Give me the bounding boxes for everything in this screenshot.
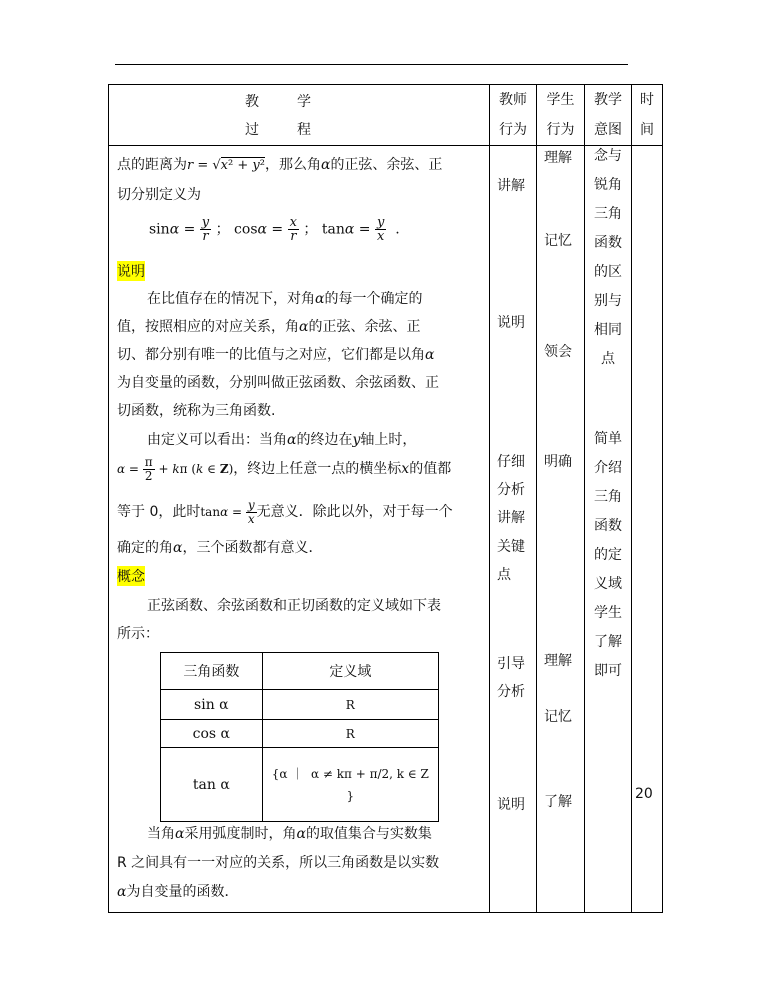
header-teaching-process [109,85,490,146]
para2-line-4: 确定的角α，三个函数都有意义． [117,540,323,556]
teacher-action: 引导 [497,656,525,672]
student-action: 记忆 [544,709,572,725]
student-action-column [537,146,585,913]
para4-line-3: α为自变量的函数． [117,884,239,900]
header-teaching: 教学 [245,94,349,110]
teacher-action: 分析 [497,482,525,498]
teacher-action: 关键 [497,539,525,555]
time-value: 20 [635,786,653,802]
para4-line-2: R 之间具有一一对应的关系，所以三角函数是以实数 [117,855,440,871]
para2-line-1: 由定义可以看出：当角α的终边在y轴上时， [147,432,417,448]
para3-line-1: 正弦函数、余弦函数和正切函数的定义域如下表 [147,598,441,614]
intent-column [585,146,632,913]
para1-line-2: 值，按照相应的对应关系，角α的正弦、余弦、正 [117,319,421,335]
domain-row-tan-fn: tan α [161,748,263,822]
student-action: 明确 [544,454,572,470]
domain-header-fn: 三角函数 [161,653,263,690]
para1-line-4: 为自变量的函数，分别叫做正弦函数、余弦函数、正 [117,375,439,391]
teacher-action: 仔细 [497,454,525,470]
teacher-action: 说明 [497,315,525,331]
domain-table [160,652,439,822]
teacher-action: 说明 [497,797,525,813]
content-line-2: 切分别定义为 [117,187,201,203]
top-rule [115,64,628,65]
domain-row-cos-fn: cos α [161,720,263,748]
student-action: 了解 [544,794,572,810]
concept-label: 概念 [117,566,145,586]
para2-line-3: 等于 0，此时tanα = $\frac{y}{x}$ 无意义．除此以外，对于每一个 [117,498,453,526]
content-line-1: 点的距离为r = √x² + y²，那么角α的正弦、余弦、正 [117,157,443,173]
student-action: 理解 [544,653,572,669]
domain-header-domain: 定义域 [262,653,438,690]
domain-row-tan-domain: {α ｜ α ≠ kπ + π/2, k ∈ Z } [262,748,438,822]
header-student-action: 学生 行为 [537,85,585,146]
para1-line-3: 切、都分别有唯一的比值与之对应，它们都是以角α [117,347,435,363]
header-process: 过程 [245,122,349,138]
header-intent: 教学 意图 [585,85,632,146]
para3-line-2: 所示： [117,626,159,642]
teacher-action: 讲解 [497,178,525,194]
lesson-plan-table [108,84,663,913]
student-action: 理解 [544,150,572,166]
teacher-action: 点 [497,567,511,583]
student-action: 记忆 [544,233,572,249]
time-column [632,146,663,913]
para1-line-5: 切函数，统称为三角函数. [117,403,276,419]
para4-line-1: 当角α采用弧度制时，角α的取值集合与实数集 [147,826,432,842]
para1-line-1: 在比值存在的情况下，对角α的每一个确定的 [147,291,423,307]
teacher-action: 讲解 [497,510,525,526]
domain-row-cos-domain: R [262,720,438,748]
para2-line-2: α = $\frac{\pi}{2}$ + kπ (k ∈ Z)，终边上任意一点的横坐标x的值都 [117,455,452,483]
trig-definitions: sinα = $\frac{y}{r}$ ； cosα = $\frac{x}{r}$ ； tanα = $\frac{y}{x}$ . [149,215,400,244]
teaching-content [109,146,490,913]
domain-row-sin-fn: sin α [161,690,263,720]
note-label: 说明 [117,261,145,281]
header-teacher-action: 教师 行为 [490,85,537,146]
student-action: 领会 [544,344,572,360]
intent-block-2: 简单 介绍 三角 函数 的定 义域 学生 了解 即可 [594,431,622,679]
teacher-action-column [490,146,537,913]
intent-block-1: 念与 锐角 三角 函数 的区 别与 相同 点 [594,148,622,367]
domain-row-sin-domain: R [262,690,438,720]
teacher-action: 分析 [497,684,525,700]
header-time: 时 间 [632,85,663,146]
